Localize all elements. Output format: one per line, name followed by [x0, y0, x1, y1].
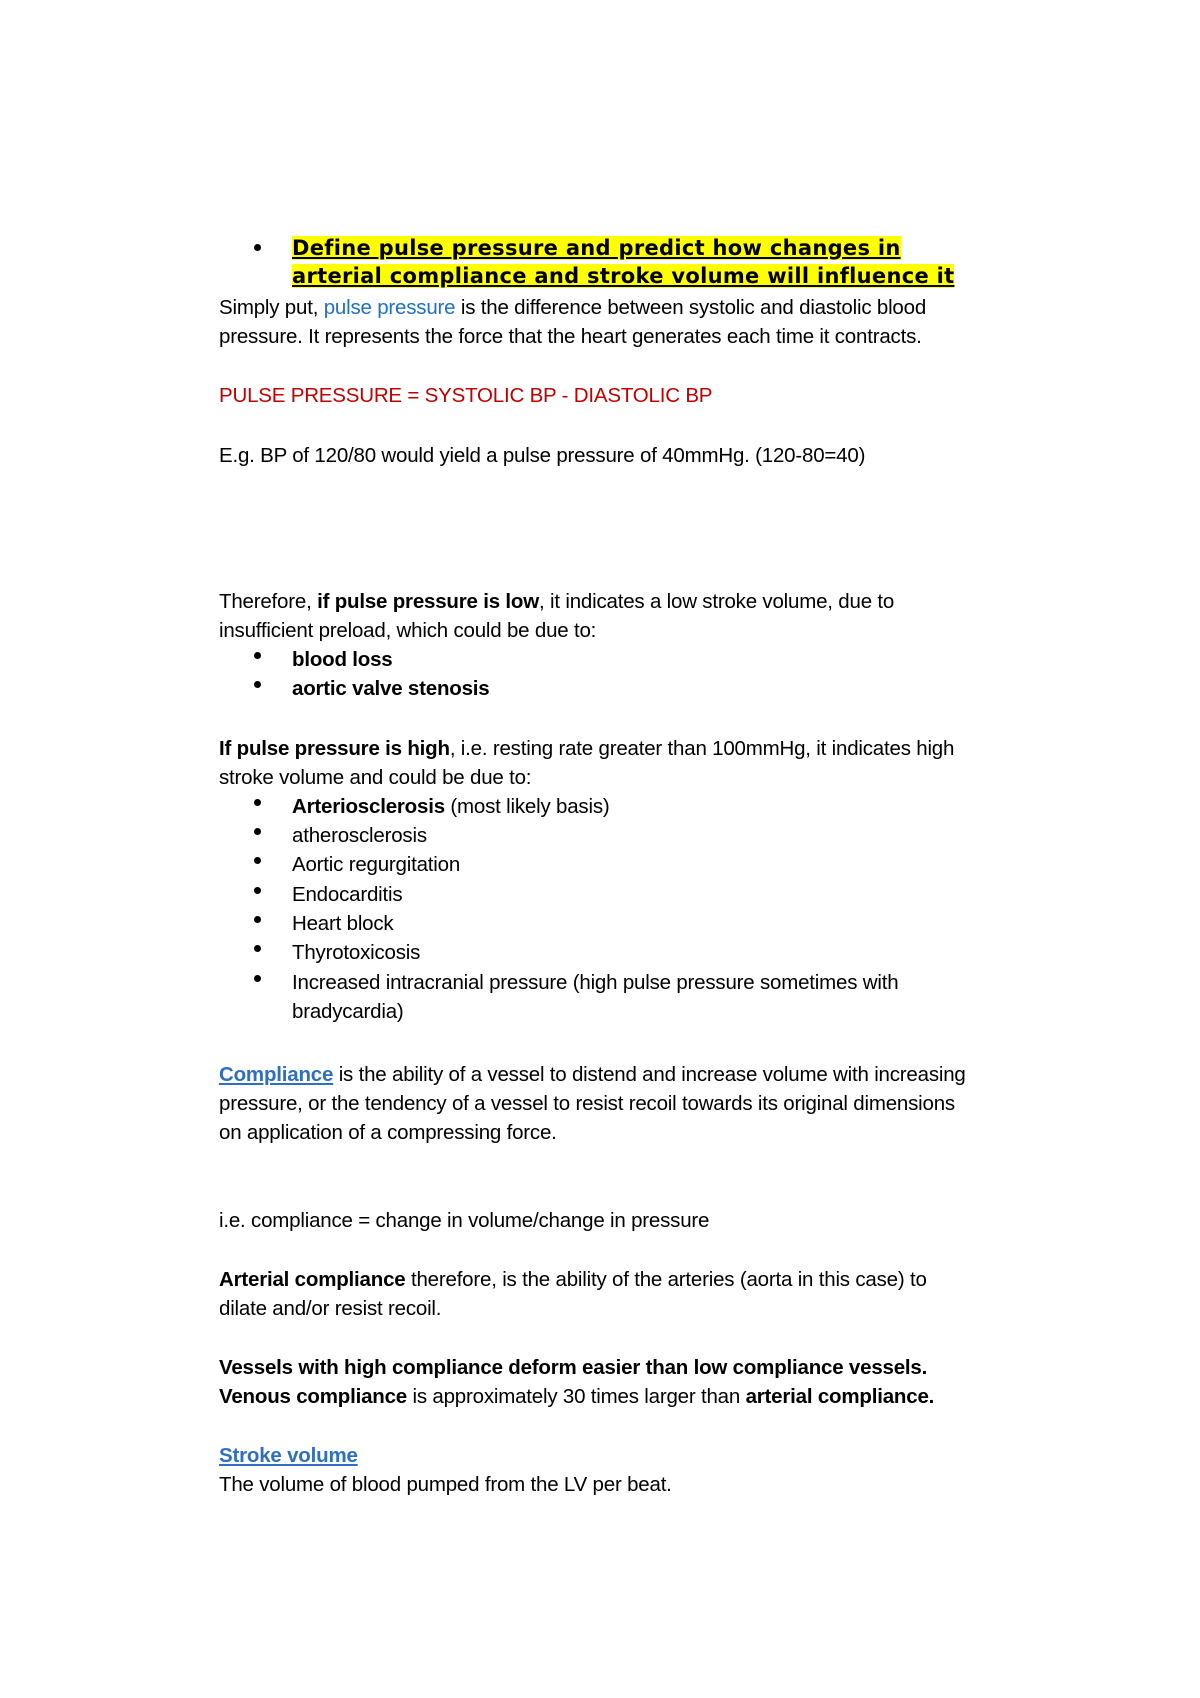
- compliance-line-1: Compliance is the ability of a vessel to distend and increase volume with increasing: [219, 1063, 966, 1086]
- high-line-2: stroke volume and could be due to:: [219, 766, 532, 789]
- compliance-link[interactable]: Compliance: [219, 1063, 334, 1086]
- example-line: E.g. BP of 120/80 would yield a pulse pressure of 40mmHg. (120-80=40): [219, 444, 866, 467]
- low-line-2: insufficient preload, which could be due to:: [219, 619, 597, 642]
- bullet-icon: [254, 681, 261, 688]
- vessels-line-2: Venous compliance is approximately 30 times larger than arterial compliance.: [219, 1385, 935, 1408]
- bullet-icon: [254, 799, 261, 806]
- objective-bullet: [254, 244, 261, 251]
- bullet-icon: [254, 945, 261, 952]
- objective-line-2: arterial compliance and stroke volume will influence it: [292, 264, 955, 288]
- bullet-icon: [254, 857, 261, 864]
- pulse-pressure-term: pulse pressure: [323, 296, 456, 319]
- document-page: Define pulse pressure and predict how changes in arterial compliance and stroke volume will influence it Simply put, pulse pressure is the difference between systolic and diastolic blood pressure. It represents the force that the heart generates each time it contracts. PULSE PRESSURE = SYSTOLIC BP - DIASTOLIC BP E.g. BP of 120/80 would yield a pulse pressure of 40mmHg. (120-80=40) Therefore, if pulse pressure is low, it indicates a low stroke volume, due to insufficient preload, which could be due to: blood loss aortic valve stenosis If pulse pressure is high, i.e. resting rate greater than 100mmHg, it indicates high stroke volume and could be due to: Arteriosclerosis (most likely basis) atherosclerosis Aortic regurgitation Endocarditis Heart block Thyrotoxicosis Increased intracranial pressure (high pulse pressure sometimes with bradycardia) Compliance is the ability of a vessel to distend and increase volume with increasing pressure, or the tendency of a vessel to resist recoil towards its original dimensions on application of a compressing force. i.e. compliance = change in volume/change in pressure Arterial compliance therefore, is the ability of the arteries (aorta in this case) to dilate and/or resist recoil. Vessels with high compliance deform easier than low compliance vessels. Venous compliance is approximately 30 times larger than arterial compliance. Stroke volume The volume of blood pumped from the LV per beat.: [0, 0, 1200, 1698]
- bullet-icon: [254, 975, 261, 982]
- arterial-line-1: Arterial compliance therefore, is the ability of the arteries (aorta in this case) to: [219, 1268, 927, 1291]
- low-line-1: Therefore, if pulse pressure is low, it indicates a low stroke volume, due to: [219, 590, 895, 613]
- intro-line-2: pressure. It represents the force that the heart generates each time it contracts.: [219, 325, 922, 348]
- stroke-volume-link[interactable]: Stroke volume: [219, 1444, 358, 1467]
- pulse-pressure-formula: PULSE PRESSURE = SYSTOLIC BP - DIASTOLIC BP: [219, 384, 713, 407]
- stroke-volume-definition: The volume of blood pumped from the LV per beat.: [219, 1473, 672, 1496]
- high-line-1: If pulse pressure is high, i.e. resting rate greater than 100mmHg, it indicates high: [219, 737, 955, 760]
- arterial-line-2: dilate and/or resist recoil.: [219, 1297, 442, 1320]
- bullet-icon: [254, 652, 261, 659]
- stroke-volume-heading: [219, 1441, 1049, 1470]
- compliance-line-3: on application of a compressing force.: [219, 1121, 557, 1144]
- bullet-icon: [254, 916, 261, 923]
- intro-line-1: Simply put, pulse pressure is the difference between systolic and diastolic blood: [219, 296, 927, 319]
- compliance-line-2: pressure, or the tendency of a vessel to resist recoil towards its original dimensions: [219, 1092, 955, 1115]
- bullet-icon: [254, 828, 261, 835]
- bullet-icon: [254, 887, 261, 894]
- compliance-formula: i.e. compliance = change in volume/change in pressure: [219, 1209, 710, 1232]
- vessels-line-1: Vessels with high compliance deform easier than low compliance vessels.: [219, 1356, 928, 1379]
- objective-line-1: Define pulse pressure and predict how changes in: [292, 236, 901, 260]
